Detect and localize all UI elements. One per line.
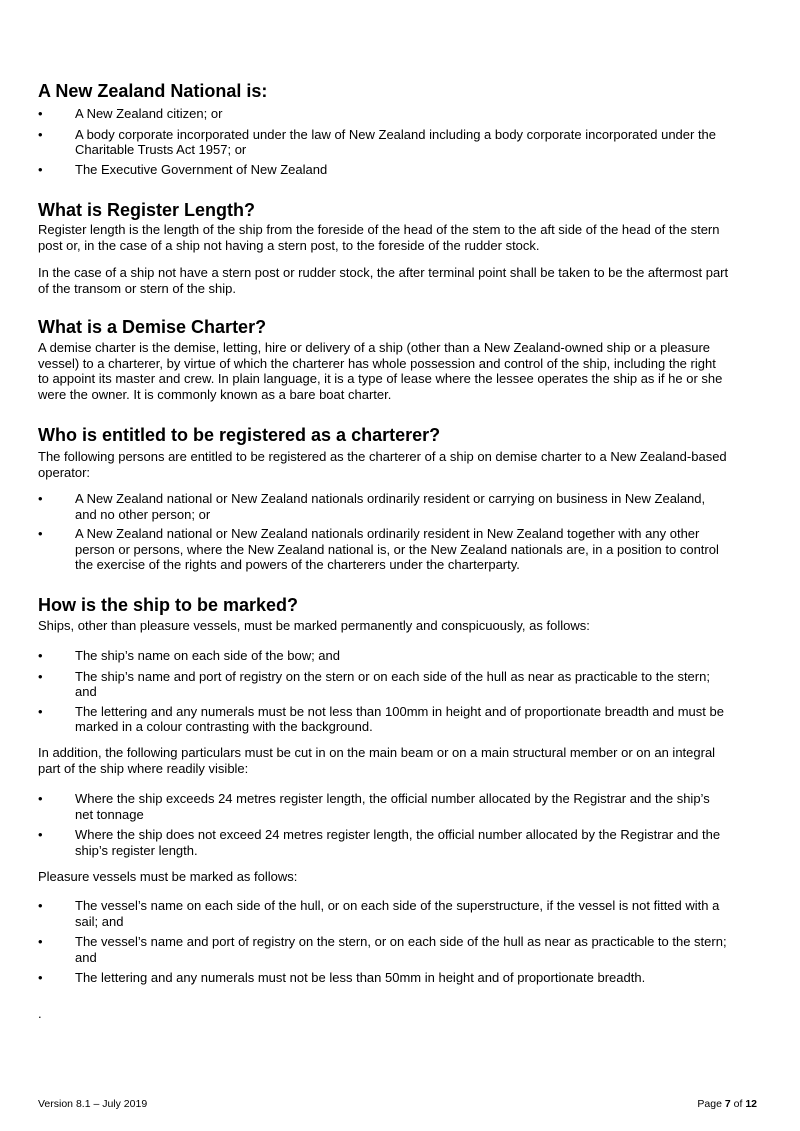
heading-register-length: What is Register Length? xyxy=(38,200,256,220)
page-total: 12 xyxy=(745,1098,757,1110)
footer-version: Version 8.1 – July 2019 xyxy=(38,1098,148,1110)
heading-marking: How is the ship to be marked? xyxy=(38,595,299,615)
list-item: • A New Zealand citizen; or xyxy=(38,106,223,121)
list-marking-particulars xyxy=(38,791,728,858)
paragraph: In the case of a ship not have a stern post or rudder stock, the after terminal point shall be taken to be the aftermost part of the transom or stern of the ship. xyxy=(38,265,729,296)
bullet-icon: • xyxy=(38,703,43,719)
paragraph: Pleasure vessels must be marked as follows: xyxy=(38,869,298,884)
page-word: Page xyxy=(697,1098,722,1110)
bullet-icon: • xyxy=(38,934,43,949)
bullet-icon: • xyxy=(38,970,43,985)
list-item: • The ship’s name on each side of the bow; and xyxy=(38,648,340,663)
list-item: • Where the ship exceeds 24 metres register length, the official number allocated by the Registrar and the ship’s net tonnage xyxy=(38,791,710,822)
bullet-icon: • xyxy=(38,668,43,684)
list-item: • A New Zealand national or New Zealand nationals ordinarily resident in New Zealand together with any other person or persons, where the New Zealand national is, or the New Zealand nationals are, in a position to control the exercise of the rights and powers of the charterers under the charterparty. xyxy=(38,526,719,572)
list-item: • The lettering and any numerals must not be less than 50mm in height and of proportionate breadth. xyxy=(38,970,646,985)
paragraph: A demise charter is the demise, letting, hire or delivery of a ship (other than a New Zealand-owned ship or a pleasure vessel) to a charterer, by virtue of which the charterer has whole possession and control of the ship, including the right to appoint its master and crew. In plain language, it is a type of lease where the lessee operates the ship as if he or she were the owner. It is commonly known as a bare boat charter. xyxy=(38,340,723,402)
paragraph: In addition, the following particulars must be cut in on the main beam or on a main structural member or on an integral part of the ship where readily visible: xyxy=(38,745,716,776)
list-item: • Where the ship does not exceed 24 metres register length, the official number allocated by the Registrar and the ship’s register length. xyxy=(38,827,721,858)
list-marking-ships xyxy=(38,648,728,735)
heading-demise-charter: What is a Demise Charter? xyxy=(38,317,267,337)
list-nz-national xyxy=(38,106,728,177)
page-of: of xyxy=(733,1098,743,1110)
bullet-icon: • xyxy=(38,648,43,663)
trailing-dot: . xyxy=(38,1006,42,1021)
bullet-icon: • xyxy=(38,827,43,842)
bullet-icon: • xyxy=(38,526,43,541)
list-item: • The vessel’s name and port of registry on the stern, or on each side of the hull as near as practicable to the stern; and xyxy=(38,934,727,965)
bullet-icon: • xyxy=(38,491,43,506)
bullet-icon: • xyxy=(38,106,43,121)
bullet-icon: • xyxy=(38,791,43,806)
list-item: • The vessel’s name on each side of the hull, or on each side of the superstructure, if the vessel is not fitted with a sail; and xyxy=(38,898,720,929)
list-item: • The lettering and any numerals must be not less than 100mm in height and of proportionate breadth and must be marked in a colour contrasting with the background. xyxy=(38,703,724,734)
bullet-icon: • xyxy=(38,898,43,913)
bullet-icon: • xyxy=(38,161,43,177)
heading-nz-national: A New Zealand National is: xyxy=(38,81,268,101)
list-item: • A New Zealand national or New Zealand nationals ordinarily resident or carrying on business in New Zealand, and no other person; or xyxy=(38,491,706,522)
page-current: 7 xyxy=(724,1098,731,1110)
footer-page-number xyxy=(600,1098,757,1110)
list-marking-pleasure xyxy=(38,898,728,986)
list-charterer xyxy=(38,491,728,573)
list-item: • The Executive Government of New Zealand xyxy=(38,161,328,177)
paragraph: Ships, other than pleasure vessels, must be marked permanently and conspicuously, as follows: xyxy=(38,618,590,633)
list-item: • A body corporate incorporated under the law of New Zealand including a body corporate incorporated under the Charitable Trusts Act 1957; or xyxy=(38,126,717,157)
bullet-icon: • xyxy=(38,126,43,142)
paragraph: The following persons are entitled to be registered as the charterer of a ship on demise charter to a New Zealand-based operator: xyxy=(38,449,727,480)
list-item: • The ship’s name and port of registry on the stern or on each side of the hull as near as practicable to the stern; and xyxy=(38,668,710,699)
heading-charterer: Who is entitled to be registered as a charterer? xyxy=(38,425,441,445)
paragraph: Register length is the length of the ship from the foreside of the head of the stem to the aft side of the head of the stern post or, in the case of a ship not having a stern post, to the foreside of the rudder stock. xyxy=(38,222,720,253)
